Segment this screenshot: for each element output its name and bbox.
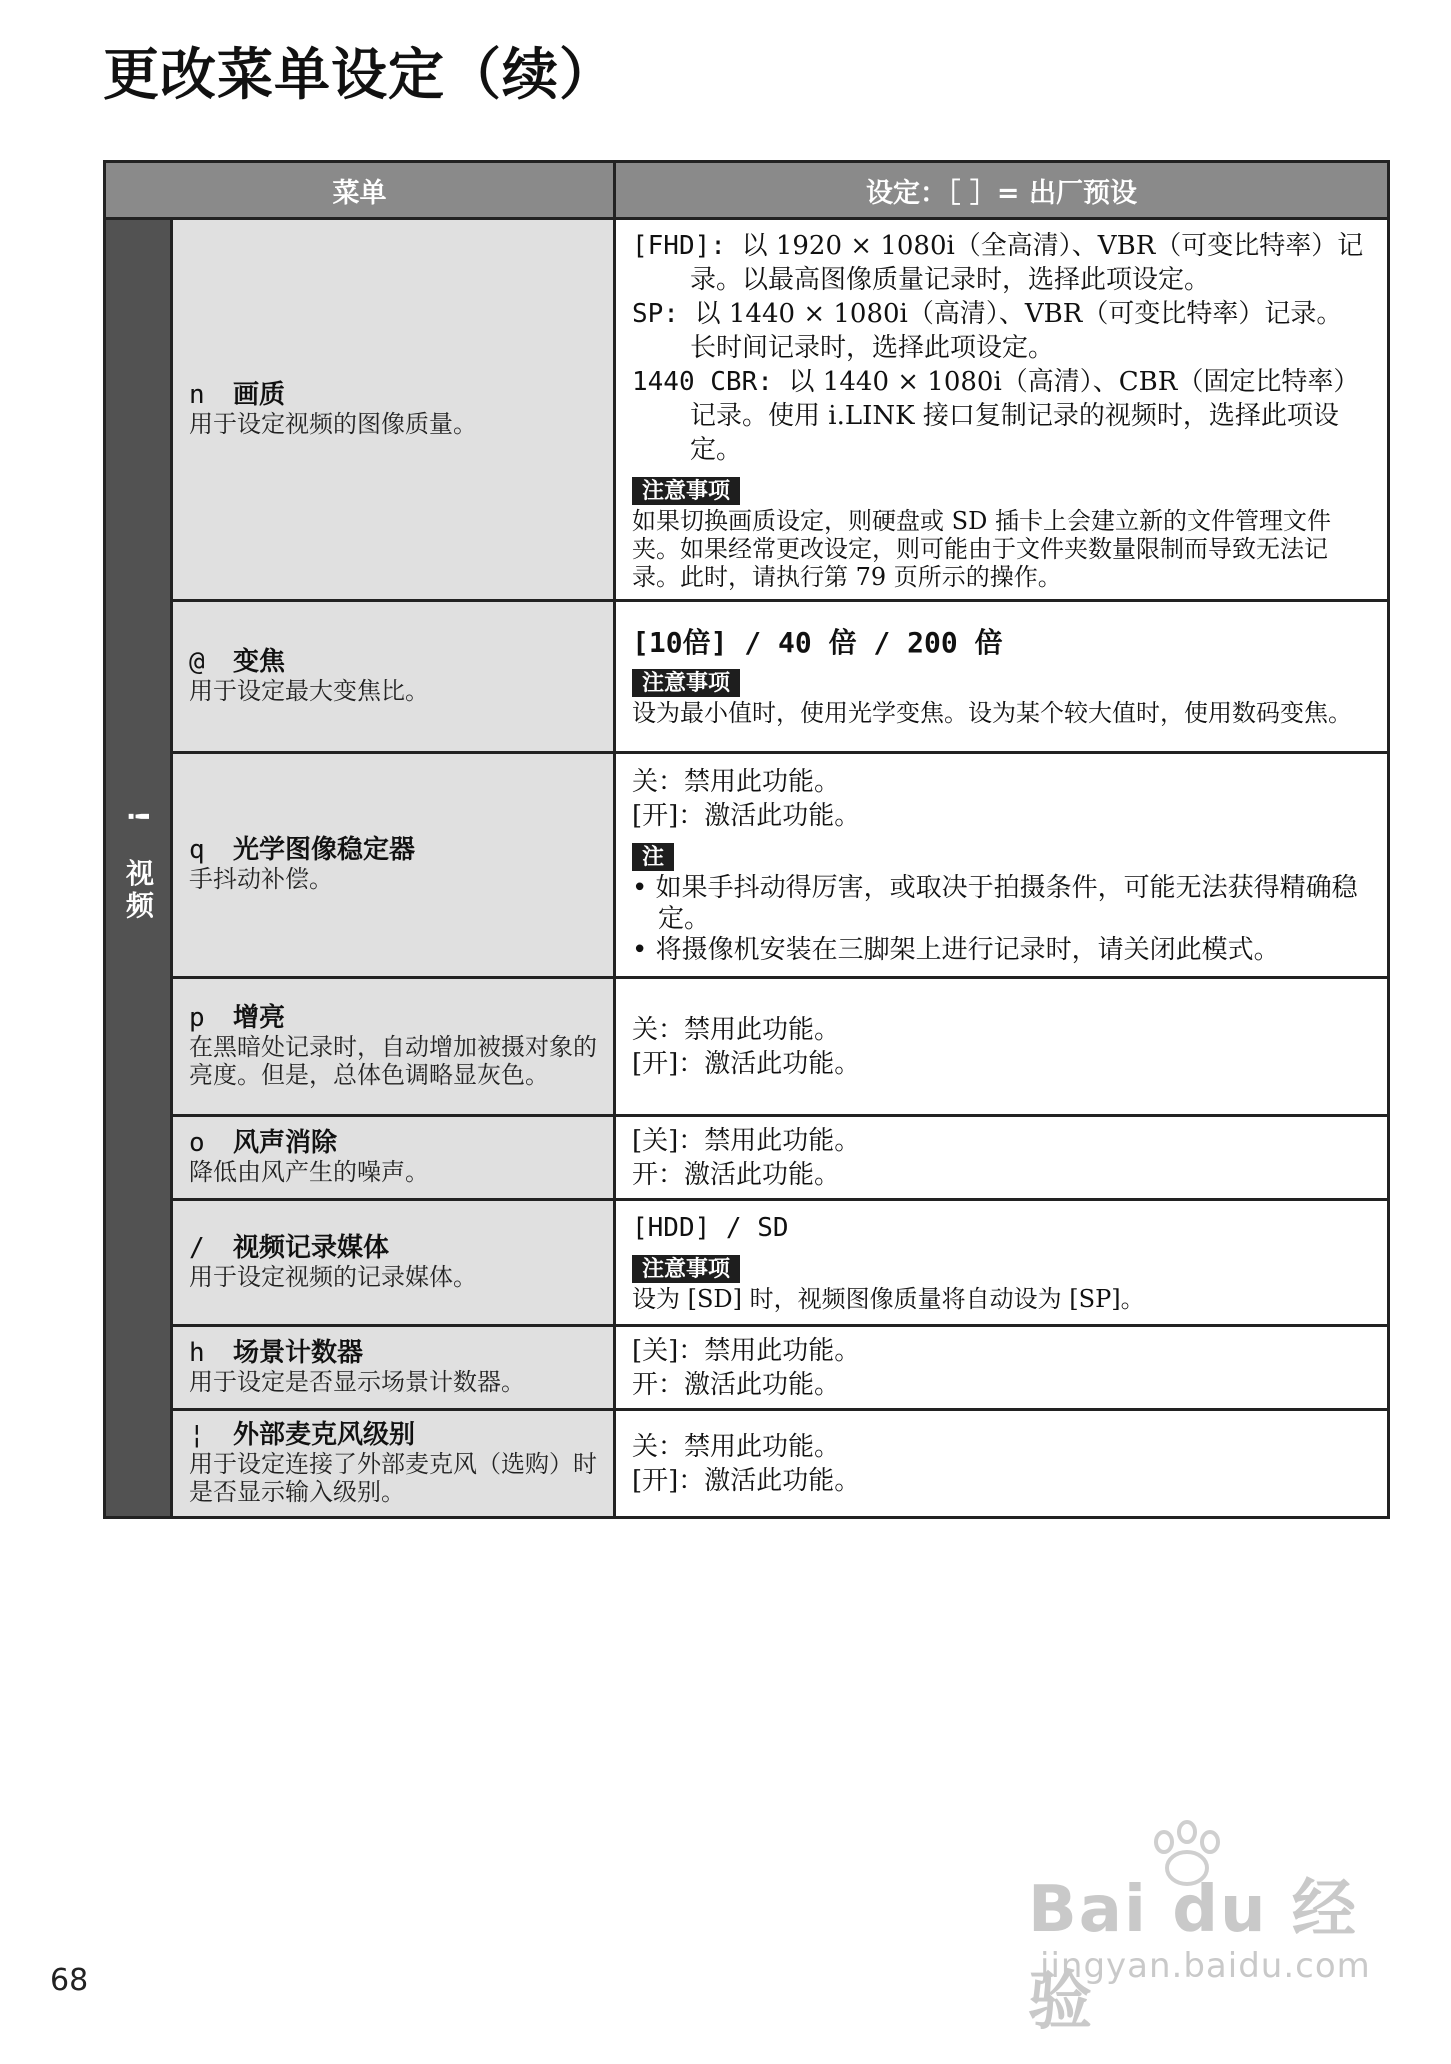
option-off: [关]：禁用此功能。 xyxy=(632,1125,861,1156)
table-row xyxy=(105,978,1389,1116)
menu-item-quality[interactable] xyxy=(172,219,615,601)
option-1440cbr: 1440 CBR: 以 1440 × 1080i（高清）、CBR（固定比特率）记录。使用 i.LINK 接口复制记录的视频时，选择此项设定。 xyxy=(632,366,1360,465)
item-description: 用于设定最大变焦比。 xyxy=(189,676,429,705)
item-description: 降低由风产生的噪声。 xyxy=(189,1157,429,1186)
rec-media-icon: / xyxy=(189,1232,205,1263)
settings-wind-cut xyxy=(615,1116,1389,1200)
option-on: [开]：激活此功能。 xyxy=(632,1465,861,1496)
item-description: 用于设定视频的图像质量。 xyxy=(189,409,477,438)
mic-level-icon: ¦ xyxy=(189,1419,205,1450)
menu-settings-table xyxy=(103,160,1390,1519)
item-description: 用于设定视频的记录媒体。 xyxy=(189,1262,477,1291)
settings-rec-media xyxy=(615,1200,1389,1326)
settings-ext-mic-level xyxy=(615,1410,1389,1518)
menu-item-rec-media[interactable] xyxy=(172,1200,615,1326)
menu-item-wind-cut[interactable] xyxy=(172,1116,615,1200)
item-name: 风声消除 xyxy=(233,1126,338,1157)
table-row xyxy=(105,601,1389,753)
table-row xyxy=(105,1326,1389,1410)
wind-cut-icon: o xyxy=(189,1127,205,1158)
menu-item-ext-mic-level[interactable] xyxy=(172,1410,615,1518)
settings-stabilizer xyxy=(615,753,1389,978)
zoom-icon: @ xyxy=(189,646,205,677)
baidu-watermark xyxy=(1022,1850,1371,2039)
option-fhd: [FHD]: 以 1920 × 1080i（全高清）、VBR（可变比特率）记录。以最高图像质量记录时，选择此项设定。 xyxy=(632,230,1364,295)
quality-icon: n xyxy=(189,379,205,410)
header-menu: 菜单 xyxy=(105,162,615,219)
item-description: 用于设定连接了外部麦克风（选购）时是否显示输入级别。 xyxy=(189,1449,597,1506)
media-options: [HDD] / SD xyxy=(632,1213,789,1243)
caution-badge: 注意事项 xyxy=(632,477,740,505)
item-name: 光学图像稳定器 xyxy=(233,834,416,864)
zoom-options: [10倍] / 40 倍 / 200 倍 xyxy=(632,626,1003,659)
caution-badge: 注意事项 xyxy=(632,669,740,697)
option-off: 关：禁用此功能。 xyxy=(632,1014,841,1045)
video-category-icon: ! xyxy=(122,809,155,827)
caution-note: 设为最小值时，使用光学变焦。设为某个较大值时，使用数码变焦。 xyxy=(632,699,1352,727)
caution-note: 如果切换画质设定，则硬盘或 SD 插卡上会建立新的文件管理文件夹。如果经常更改设定，则可能由于文件夹数量限制而导致无法记录。此时，请执行第 79 页所示的操作。 xyxy=(632,506,1331,591)
item-description: 手抖动补偿。 xyxy=(189,865,333,893)
header-settings: 设定：［ ］= 出厂预设 xyxy=(615,162,1389,219)
option-on: [开]：激活此功能。 xyxy=(632,800,861,831)
table-row xyxy=(105,219,1389,601)
table-header-row xyxy=(105,162,1389,219)
menu-item-zoom[interactable] xyxy=(172,601,615,753)
watermark-brand: Bai du 经验 xyxy=(1028,1873,1358,2039)
item-description: 用于设定是否显示场景计数器。 xyxy=(189,1367,525,1396)
gain-up-icon: p xyxy=(189,1002,205,1033)
option-sp: SP: 以 1440 × 1080i（高清）、VBR（可变比特率）记录。长时间记录时，选择此项设定。 xyxy=(632,298,1343,363)
table-row xyxy=(105,1410,1389,1518)
scene-counter-icon: h xyxy=(189,1337,205,1368)
watermark-url: jingyan.baidu.com xyxy=(1040,1946,1371,1986)
item-name: 增亮 xyxy=(233,1001,286,1032)
menu-item-gain-up[interactable] xyxy=(172,978,615,1116)
note-bullet: • 如果手抖动得厉害，或取决于拍摄条件，可能无法获得精确稳定。 xyxy=(632,872,1358,934)
settings-scene-counter xyxy=(615,1326,1389,1410)
option-off: 关：禁用此功能。 xyxy=(632,1431,841,1462)
option-off: 关：禁用此功能。 xyxy=(632,766,841,797)
item-name: 外部麦克风级别 xyxy=(233,1418,416,1449)
settings-zoom xyxy=(615,601,1389,753)
table-row xyxy=(105,1116,1389,1200)
option-on: [开]：激活此功能。 xyxy=(632,1048,861,1079)
option-on: 开：激活此功能。 xyxy=(632,1159,841,1190)
caution-note: 设为 [SD] 时，视频图像质量将自动设为 [SP]。 xyxy=(632,1285,1145,1313)
note-badge: 注 xyxy=(632,843,674,871)
settings-gain-up xyxy=(615,978,1389,1116)
category-label: 视频 xyxy=(122,858,155,923)
item-name: 视频记录媒体 xyxy=(233,1231,390,1262)
item-name: 画质 xyxy=(233,378,286,409)
item-name: 变焦 xyxy=(233,645,286,676)
item-description: 在黑暗处记录时，自动增加被摄对象的亮度。但是，总体色调略显灰色。 xyxy=(189,1032,597,1089)
table-row xyxy=(105,1200,1389,1326)
stabilizer-icon: q xyxy=(189,835,205,865)
page-title: 更改菜单设定（续） xyxy=(103,43,616,108)
menu-item-stabilizer[interactable] xyxy=(172,753,615,978)
note-bullet: • 将摄像机安装在三脚架上进行记录时，请关闭此模式。 xyxy=(632,934,1280,965)
caution-badge: 注意事项 xyxy=(632,1255,740,1283)
page-number: 68 xyxy=(50,1963,89,1998)
table-row xyxy=(105,753,1389,978)
option-on: 开：激活此功能。 xyxy=(632,1369,841,1400)
menu-item-scene-counter[interactable] xyxy=(172,1326,615,1410)
category-cell xyxy=(105,219,172,1518)
option-off: [关]：禁用此功能。 xyxy=(632,1335,861,1366)
item-name: 场景计数器 xyxy=(233,1336,364,1367)
settings-quality xyxy=(615,219,1389,601)
